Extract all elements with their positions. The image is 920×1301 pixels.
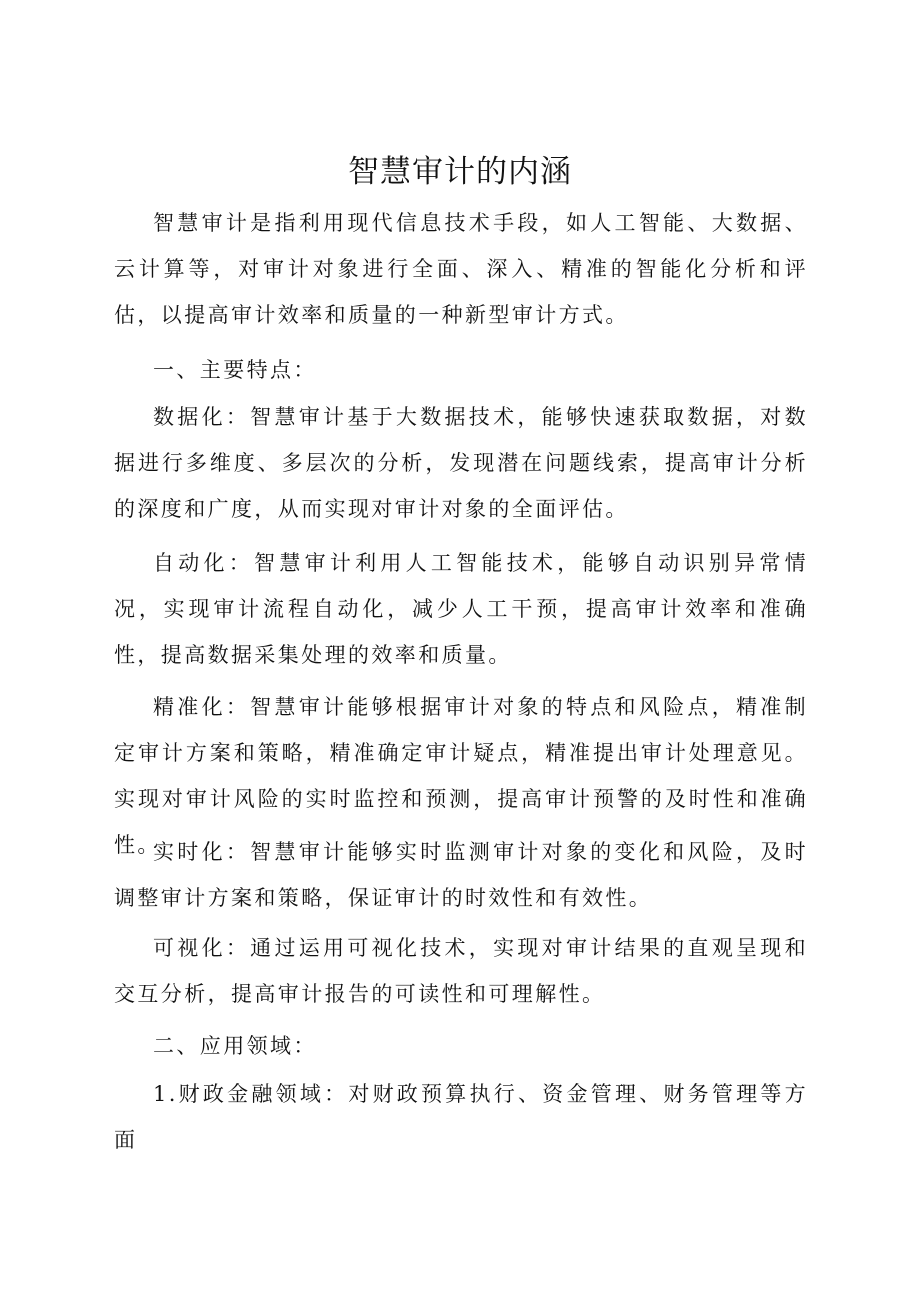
application-paragraph-finance: 1.财政金融领域：对财政预算执行、资金管理、财务管理等方面: [114, 1082, 808, 1152]
feature-paragraph-automation: 自动化：智慧审计利用人工智能技术，能够自动识别异常情况，实现审计流程自动化，减少人工干预，提高审计效率和准确性，提高数据采集处理的效率和质量。: [114, 551, 808, 667]
feature-paragraph-realtime: 实时化：智慧审计能够实时监测审计对象的变化和风险，及时调整审计方案和策略，保证审计的时效性和有效性。: [114, 840, 808, 910]
feature-paragraph-visualization: 可视化：通过运用可视化技术，实现对审计结果的直观呈现和交互分析，提高审计报告的可读性和可理解性。: [114, 936, 808, 1006]
feature-paragraph-precision: 精准化：智慧审计能够根据审计对象的特点和风险点，精准制定审计方案和策略，精准确定审计疑点，精准提出审计处理意见。实现对审计风险的实时监控和预测，提高审计预警的及时性和准确性。: [114, 695, 808, 857]
section-heading-applications: 二、应用领域：: [153, 1034, 317, 1058]
feature-paragraph-data: 数据化：智慧审计基于大数据技术，能够快速获取数据，对数据进行多维度、多层次的分析，发现潜在问题线索，提高审计分析的深度和广度，从而实现对审计对象的全面评估。: [114, 405, 808, 521]
document-title: 智慧审计的内涵: [348, 154, 572, 190]
intro-paragraph: 智慧审计是指利用现代信息技术手段，如人工智能、大数据、云计算等，对审计对象进行全面、深入、精准的智能化分析和评估，以提高审计效率和质量的一种新型审计方式。: [114, 211, 808, 327]
section-heading-features: 一、主要特点：: [153, 358, 317, 382]
